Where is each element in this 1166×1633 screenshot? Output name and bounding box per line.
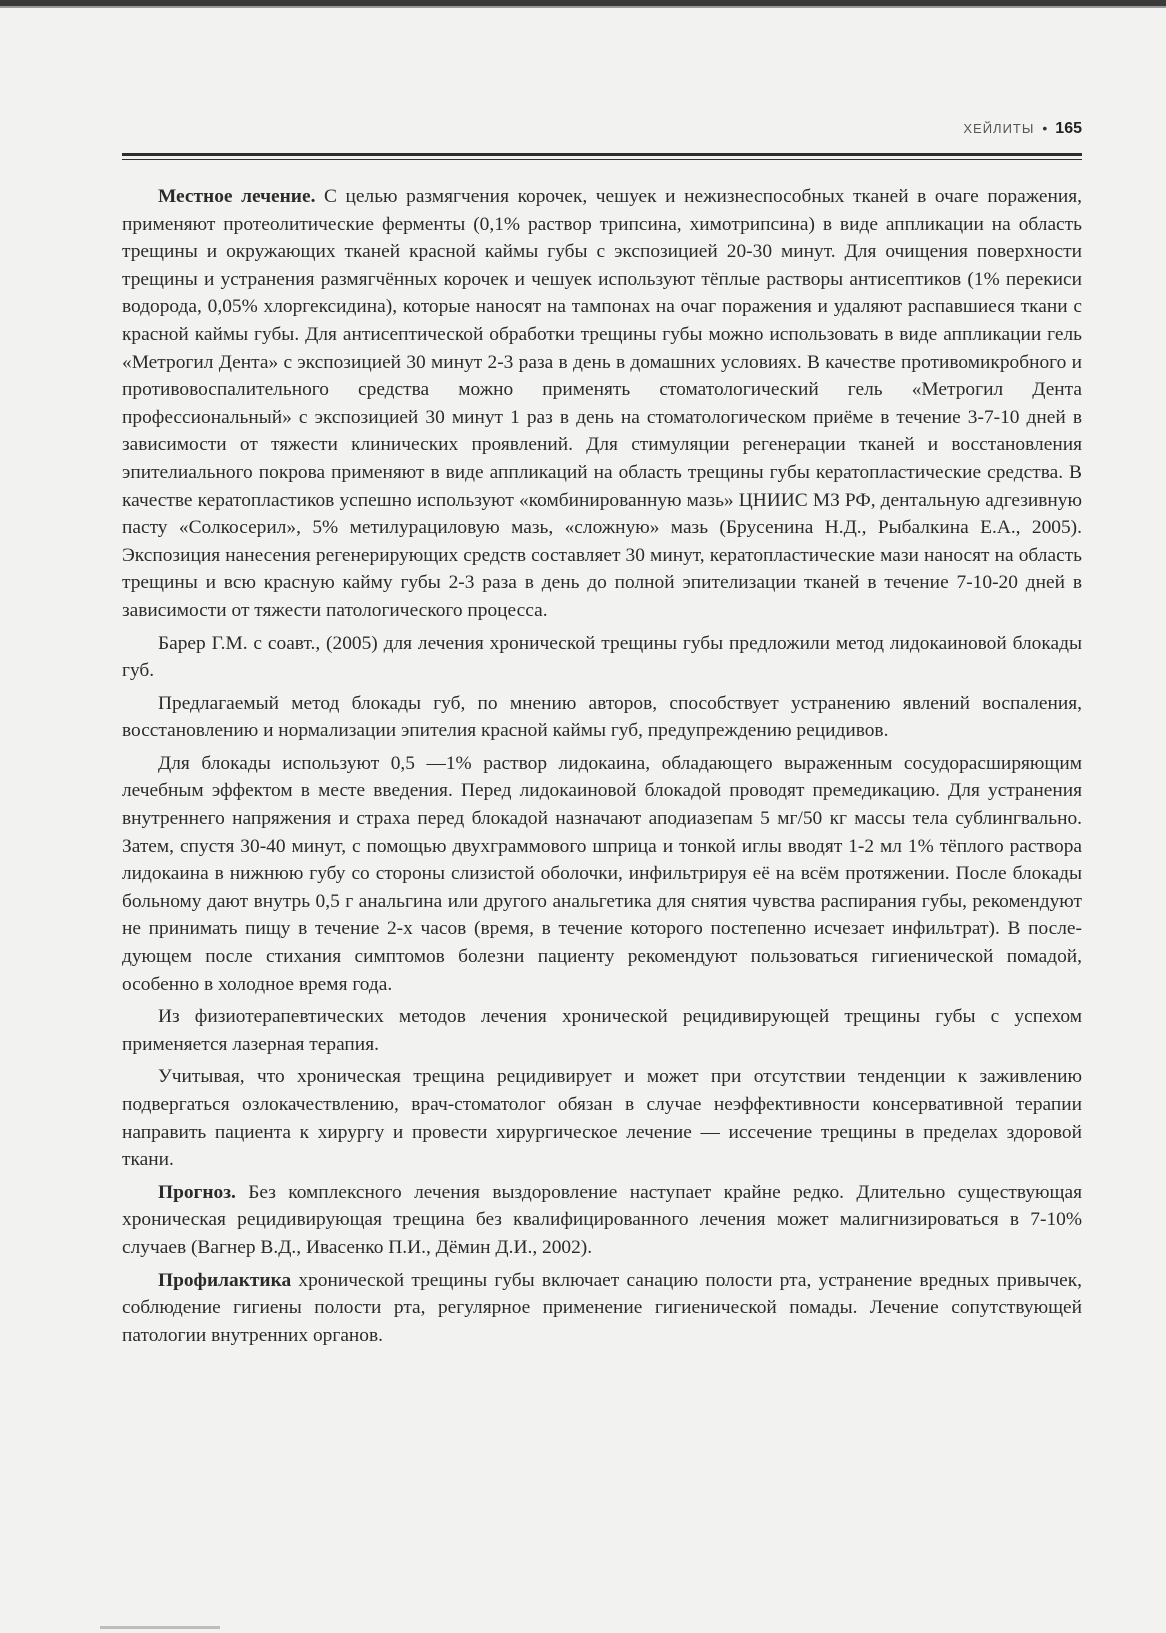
paragraph-text: С целью размягчения корочек, чешуек и нежизнеспособных тканей в очаге поражения, применяют протеолитические ферменты (0,1% раствор трипсина, химотрипсина) в виде аппликации на область трещины и окружающих тканей красной каймы губы с экспозицией 20-30 минут. Для очищения поверхности трещины и устранения размягчённых корочек и чешуек используют тёплые растворы антисептиков (1% перекиси водорода, 0,05% хлоргексидина), которые наносят на тампонах на очаг поражения и удаляют распавшиеся ткани с красной каймы губы. Для антисептической обработки трещины губы можно использовать в виде аппликации гель «Метрогил Дента» с экспозицией 30 минут 2-3 раза в день в домашних условиях. В качестве противомикробного и противовоспалительного средства можно применять стоматологический гель «Метрогил Дента профессиональный» с экспозицией 30 минут 1 раз в день на стоматологическом приёме в течение 3-7-10 дней в зависимости от тяжести клинических проявлений. Для стимуляции регенерации тканей и восстановления эпителиального покрова применяют в виде аппликаций на область трещины губы кератопластические средства. В качестве кератопластиков успешно используют «комбинированную мазь» ЦНИИС МЗ РФ, дентальную адгезивную пасту «Солкосерил», 5% метилурациловую мазь, «сложную» мазь (Брусенина Н.Д., Рыбалкина Е.А., 2005). Экспозиция нанесения регенерирующих средств составляет 30 минут, кератопластические мази наносят на область трещины и всю красную кайму губы 2-3 раза в день до полной эпителизации тканей в течение 7-10-20 дней в зависимости от тяжести патологического процесса.	[122, 186, 1082, 621]
scan-bottom-mark	[100, 1626, 220, 1629]
paragraph-lead: Местное лечение.	[158, 186, 316, 207]
paragraph-prevention	[122, 1267, 1082, 1350]
page-number: 165	[1055, 120, 1082, 137]
paragraph-local-treatment	[122, 183, 1082, 625]
paragraph-prognosis	[122, 1179, 1082, 1262]
paragraph-surgery	[122, 1063, 1082, 1173]
paragraph-blockade-procedure	[122, 750, 1082, 998]
running-title: ХЕЙЛИТЫ	[963, 121, 1035, 136]
scan-top-shadow	[0, 6, 1166, 8]
paragraph-text: Из физиотерапевтических методов лечения хронической рецидивирующей трещины губы с успехом применяется лазерная терапия.	[122, 1006, 1082, 1055]
paragraph-physiotherapy	[122, 1003, 1082, 1058]
paragraph-text: Без комплексного лечения выздоровление наступает крайне редко. Длительно существующая хроническая рецидивирующая трещина без квалифицированного лечения может малигнизироваться в 7-10% случаев (Вагнер В.Д., Ивасенко П.И., Дёмин Д.И., 2002).	[122, 1181, 1082, 1258]
paragraph-text: Предлагаемый метод блокады губ, по мнению авторов, способствует устранению явлений воспаления, восстановлению и нормализации эпителия красной каймы губ, предупреждению рецидивов.	[122, 692, 1082, 742]
header-separator: •	[1042, 120, 1048, 136]
header-rule-thick	[122, 153, 1082, 156]
paragraph-text: хронической трещины губы включает санацию полости рта, устранение вредных привычек, соблюдение гигиены полости рта, регулярное применение гигиенической помады. Лечение сопутствующей патологии внутренних органов.	[122, 1269, 1082, 1346]
page-header	[122, 120, 1082, 142]
paragraph-text: Для блокады используют 0,5 —1% раствор лидокаина, обладающего выраженным сосудорасширяющим лечебным эффектом в месте введения. Перед лидокаиновой блокадой проводят премедикацию. Для устранения внутреннего напряжения и страха перед блокадой назначают аподиазепам 5 мг/50 кг массы тела сублингвально. Затем, спустя 30-40 минут, с помощью двухграммового шприца и тонкой иглы вводят 1-2 мл 1% тёплого раствора лидокаина в нижнюю губу со стороны слизистой оболочки, инфильтрируя её на всём протяжении. После блокады больному дают внутрь 0,5 г анальгина или другого анальгетика для снятия чувства распирания губы, рекомендуют не принимать пищу в течение 2-х часов (время, в течение которого постепенно исчезает инфильтрат). В последующем после стихания симптомов болезни пациенту рекомендуют пользоваться гигиенической помадой, особенно в холодное время года.	[122, 752, 1082, 995]
paragraph-blockade-benefits	[122, 690, 1082, 745]
paragraph-lead: Профилактика	[158, 1269, 292, 1291]
paragraph-text: Барер Г.М. с соавт., (2005) для лечения хронической трещины губы предложили метод лидокаиновой блокады губ.	[122, 632, 1082, 682]
body-text	[122, 183, 1082, 1349]
paragraph-barer-method	[122, 630, 1082, 685]
paragraph-lead: Прогноз.	[158, 1181, 236, 1203]
header-rule-thin	[122, 159, 1082, 160]
paragraph-text: Учитывая, что хроническая трещина рецидивирует и может при отсутствии тенденции к заживлению подвергаться озлокачествлению, врач-стоматолог обязан в случае неэффективности консервативной терапии направить пациента к хирургу и провести хирургическое лечение — иссечение трещины в пределах здоровой ткани.	[122, 1066, 1082, 1171]
